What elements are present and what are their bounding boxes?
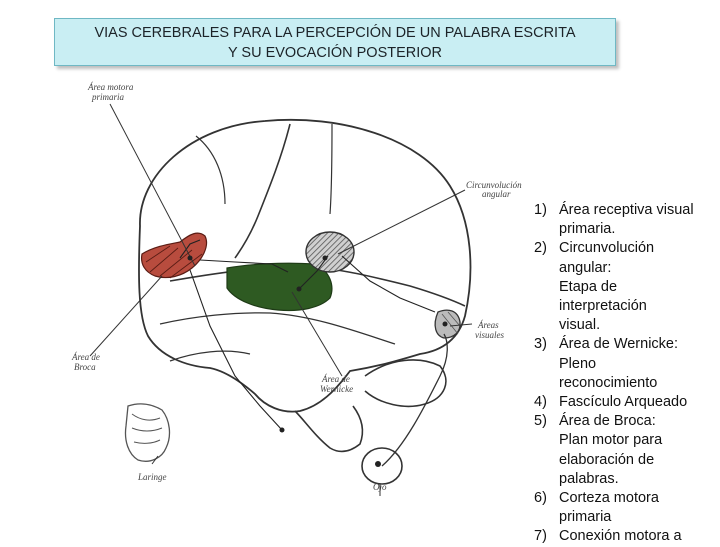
step-number: 7) [534,528,547,545]
brain-diagram [20,76,530,540]
step-line: Área de Broca: [559,413,656,430]
cerebellum [365,360,446,406]
step-item [534,201,720,239]
label-wernicke: Área de Wernicke [320,374,354,394]
label-angular-gyrus: Circunvolución angular [466,180,522,199]
wernicke-area [227,263,332,310]
step-line: Conexión motora a [559,528,682,545]
step-line: primaria. [559,221,616,238]
step-item [534,412,720,489]
larynx [126,404,170,461]
step-number: 6) [534,490,547,507]
step-item [534,239,720,335]
step-line: palabras. [559,470,619,487]
step-item [534,489,720,527]
step-line: Etapa de [559,278,618,295]
step-item [534,527,720,546]
step-line: Área de Wernicke: [559,336,679,353]
label-broca: Área de Broca [72,352,100,372]
step-item [534,335,720,393]
title-line-2: Y SU EVOCACIÓN POSTERIOR [227,45,443,61]
step-line: Fascículo Arqueado [559,394,688,411]
visual-area [435,310,460,338]
step-line: interpretación [559,298,647,315]
step-number: 4) [534,394,547,411]
optic-nerve [382,334,447,466]
brain-stem [295,406,362,451]
pathway-angular-visual [342,256,435,312]
step-line: primaria [559,509,612,526]
step-item [534,393,720,412]
step-line: Pleno [559,355,597,372]
title-line-1: VIAS CEREBRALES PARA LA PERCEPCIÓN DE UN PALABRA ESCRITA [94,25,576,41]
step-line: Plan motor para [559,432,663,449]
step-line: Circunvolución [559,240,655,257]
step-number: 3) [534,336,547,353]
step-number: 5) [534,413,547,430]
step-number: 1) [534,202,547,218]
steps-list [534,201,720,547]
step-line: reconocimiento [559,374,658,391]
step-line: Área receptiva visual [559,202,694,218]
title-box [54,18,616,66]
step-line: elaboración de [559,451,655,468]
step-line: angular: [559,259,612,276]
label-larynx: Laringe [138,472,167,482]
label-eye: Ojo [373,482,387,492]
angular-gyrus [306,232,354,272]
central-sulcus [235,124,290,258]
step-line: Corteza motora [559,490,659,507]
label-motor-area: Área motora primaria [88,82,134,102]
step-line: visual. [559,317,601,334]
label-visual-areas: Áreas visuales [475,320,504,340]
step-number: 2) [534,240,547,257]
